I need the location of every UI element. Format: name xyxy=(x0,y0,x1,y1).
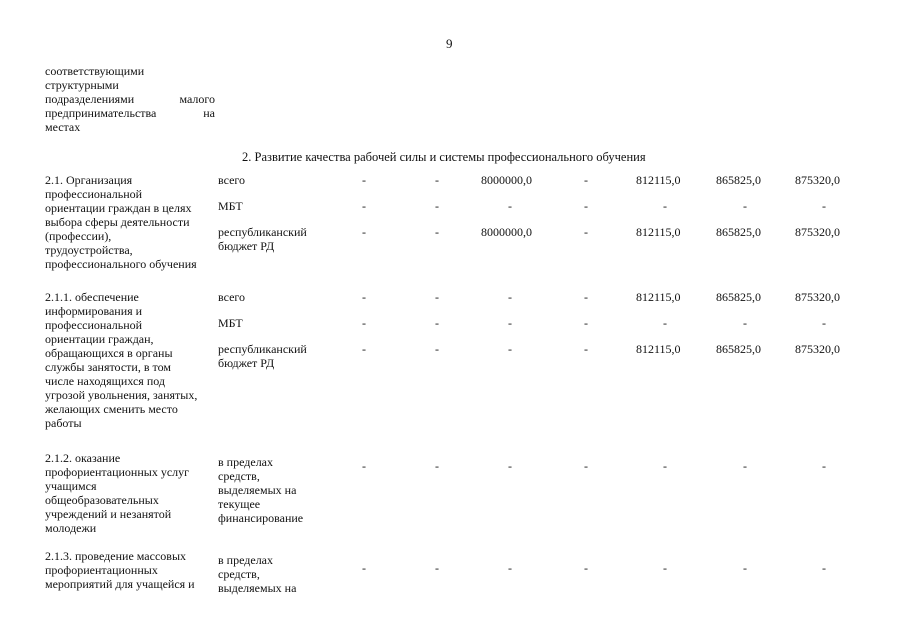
funding-source-line: бюджет РД xyxy=(218,239,275,253)
funding-source xyxy=(218,199,318,213)
description-line: общеобразовательных xyxy=(45,493,159,507)
description-line: профориентационных xyxy=(45,563,158,577)
description-line: учреждений и незанятой xyxy=(45,507,172,521)
value-cell: - xyxy=(663,199,667,213)
value-cell: 875320,0 xyxy=(795,290,840,304)
value-cell: - xyxy=(584,173,588,187)
intro-word: соответствующими xyxy=(45,64,145,78)
value-cell: 812115,0 xyxy=(636,290,681,304)
intro-text-block xyxy=(45,64,215,134)
description-line: службы занятости, в том xyxy=(45,360,171,374)
value-cell: - xyxy=(743,459,747,473)
value-cell: - xyxy=(435,342,439,356)
value-cell: 812115,0 xyxy=(636,173,681,187)
value-cell: - xyxy=(584,316,588,330)
description-line: 2.1. Организация xyxy=(45,173,133,187)
funding-source xyxy=(218,342,318,370)
description-line: ориентации граждан в целях xyxy=(45,201,192,215)
description-line: молодежи xyxy=(45,521,97,535)
value-cell: - xyxy=(822,561,826,575)
description-line: 2.1.3. проведение массовых xyxy=(45,549,187,563)
value-cell: - xyxy=(435,290,439,304)
value-cell: - xyxy=(508,459,512,473)
row-description xyxy=(45,290,215,430)
funding-source xyxy=(218,290,318,304)
intro-word: малого xyxy=(179,92,215,106)
description-line: 2.1.1. обеспечение xyxy=(45,290,139,304)
funding-source xyxy=(218,316,318,330)
funding-source-line: всего xyxy=(218,173,246,187)
value-cell: - xyxy=(584,342,588,356)
intro-line xyxy=(45,120,215,134)
intro-line xyxy=(45,92,215,106)
funding-source-line: выделяемых на xyxy=(218,483,297,497)
description-line: (профессии), xyxy=(45,229,112,243)
value-cell: - xyxy=(435,561,439,575)
value-cell: - xyxy=(822,199,826,213)
value-cell: - xyxy=(508,316,512,330)
value-cell: - xyxy=(822,316,826,330)
funding-source-line: финансирование xyxy=(218,511,304,525)
intro-word: предпринимательства xyxy=(45,106,157,120)
funding-source-line: средств, xyxy=(218,567,260,581)
value-cell: - xyxy=(663,316,667,330)
value-cell: - xyxy=(362,290,366,304)
description-line: работы xyxy=(45,416,82,430)
row-description xyxy=(45,173,215,271)
value-cell: 8000000,0 xyxy=(481,173,532,187)
value-cell: 865825,0 xyxy=(716,290,761,304)
value-cell: - xyxy=(362,225,366,239)
page-number: 9 xyxy=(446,36,453,51)
value-cell: - xyxy=(743,561,747,575)
description-line: ориентации граждан, xyxy=(45,332,154,346)
value-cell: - xyxy=(508,561,512,575)
value-cell: 8000000,0 xyxy=(481,225,532,239)
row-description xyxy=(45,549,215,591)
value-cell: - xyxy=(362,342,366,356)
intro-line xyxy=(45,64,215,78)
description-line: трудоустройства, xyxy=(45,243,133,257)
description-line: профессиональной xyxy=(45,187,143,201)
description-line: обращающихся в органы xyxy=(45,346,173,360)
intro-word: местах xyxy=(45,120,81,134)
intro-word: структурными xyxy=(45,78,119,92)
value-cell: - xyxy=(663,561,667,575)
description-line: учащимся xyxy=(45,479,97,493)
funding-source-line: МБТ xyxy=(218,199,243,213)
funding-source-line: республиканский xyxy=(218,225,307,239)
intro-line xyxy=(45,106,215,120)
funding-source-line: средств, xyxy=(218,469,260,483)
value-cell: - xyxy=(822,459,826,473)
funding-source-line: бюджет РД xyxy=(218,356,275,370)
value-cell: 875320,0 xyxy=(795,225,840,239)
funding-source xyxy=(218,225,318,253)
value-cell: - xyxy=(743,199,747,213)
funding-source xyxy=(218,553,318,595)
value-cell: - xyxy=(743,316,747,330)
description-line: информирования и xyxy=(45,304,143,318)
funding-source-line: текущее xyxy=(218,497,261,511)
value-cell: 812115,0 xyxy=(636,342,681,356)
value-cell: - xyxy=(663,459,667,473)
value-cell: - xyxy=(435,199,439,213)
funding-source-line: республиканский xyxy=(218,342,307,356)
value-cell: - xyxy=(362,459,366,473)
section-heading: 2. Развитие качества рабочей силы и системы профессионального обучения xyxy=(242,150,646,164)
description-line: профессионального обучения xyxy=(45,257,197,271)
value-cell: 875320,0 xyxy=(795,173,840,187)
value-cell: - xyxy=(584,199,588,213)
value-cell: - xyxy=(584,561,588,575)
funding-source-line: МБТ xyxy=(218,316,243,330)
value-cell: 865825,0 xyxy=(716,342,761,356)
description-line: профессиональной xyxy=(45,318,143,332)
funding-source-line: всего xyxy=(218,290,246,304)
description-line: желающих сменить место xyxy=(45,402,178,416)
funding-source-line: в пределах xyxy=(218,553,274,567)
value-cell: - xyxy=(362,199,366,213)
description-line: угрозой увольнения, занятых, xyxy=(45,388,198,402)
value-cell: - xyxy=(435,225,439,239)
value-cell: - xyxy=(362,173,366,187)
row-description xyxy=(45,451,215,535)
value-cell: - xyxy=(435,173,439,187)
description-line: выбора сферы деятельности xyxy=(45,215,190,229)
value-cell: - xyxy=(362,316,366,330)
description-line: профориентационных услуг xyxy=(45,465,190,479)
value-cell: - xyxy=(584,459,588,473)
value-cell: - xyxy=(508,199,512,213)
description-line: мероприятий для учащейся и xyxy=(45,577,195,591)
funding-source xyxy=(218,173,318,187)
value-cell: - xyxy=(362,561,366,575)
funding-source-line: выделяемых на xyxy=(218,581,297,595)
value-cell: 875320,0 xyxy=(795,342,840,356)
value-cell: 812115,0 xyxy=(636,225,681,239)
value-cell: - xyxy=(435,459,439,473)
intro-word: подразделениями xyxy=(45,92,135,106)
value-cell: - xyxy=(508,342,512,356)
funding-source-line: в пределах xyxy=(218,455,274,469)
intro-line xyxy=(45,78,215,92)
value-cell: - xyxy=(508,290,512,304)
description-line: 2.1.2. оказание xyxy=(45,451,121,465)
value-cell: - xyxy=(584,225,588,239)
value-cell: - xyxy=(584,290,588,304)
value-cell: 865825,0 xyxy=(716,225,761,239)
intro-word: на xyxy=(203,106,215,120)
value-cell: 865825,0 xyxy=(716,173,761,187)
value-cell: - xyxy=(435,316,439,330)
description-line: числе находящихся под xyxy=(45,374,166,388)
funding-source xyxy=(218,455,318,525)
